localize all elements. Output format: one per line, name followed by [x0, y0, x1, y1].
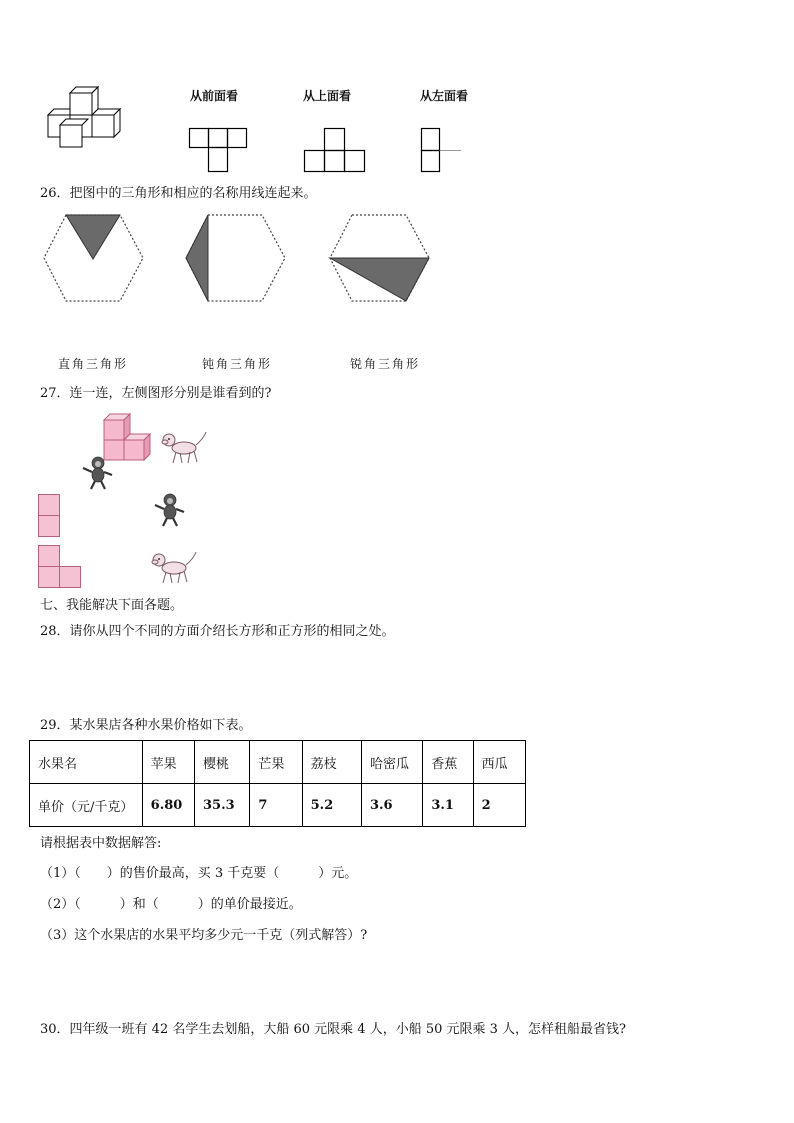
table-cell: 3.1 [423, 784, 473, 827]
left-view-figure [421, 128, 465, 174]
cube-solid-figure [40, 85, 130, 155]
hexagon-acute-triangle [328, 213, 432, 305]
table-cell: 哈密瓜 [361, 741, 422, 784]
q29-instruction: 请根据表中数据解答: [40, 836, 162, 851]
section-7-title: 七、我能解决下面各题。 [40, 598, 184, 613]
table-cell: 2 [473, 784, 525, 827]
name-obtuse-triangle: 钝角三角形 [202, 357, 273, 371]
table-cell: 单价（元/千克） [30, 784, 143, 827]
name-acute-triangle: 锐角三角形 [350, 357, 421, 371]
question-30: 30．四年级一班有 42 名学生去划船，大船 60 元限乘 4 人，小船 50 元限乘 3 人，怎样租船最省钱? [40, 1022, 627, 1037]
table-cell: 苹果 [142, 741, 194, 784]
q29-sub3: （3）这个水果店的水果平均多少元一千克（列式解答）? [40, 928, 368, 943]
table-cell: 香蕉 [423, 741, 473, 784]
table-cell: 7 [250, 784, 302, 827]
question-28: 28．请你从四个不同的方面介绍长方形和正方形的相同之处。 [40, 624, 395, 639]
monkey-icon [80, 455, 116, 491]
table-row [30, 784, 526, 827]
monkey-icon [152, 492, 188, 528]
shape-two-stacked [38, 494, 62, 538]
table-cell: 35.3 [194, 784, 249, 827]
table-cell: 水果名 [30, 741, 143, 784]
hexagon-right-triangle [42, 213, 146, 305]
shape-l-three [38, 545, 84, 589]
view-label-front: 从前面看 [190, 89, 239, 103]
view-label-left: 从左面看 [420, 89, 469, 103]
dog-icon [160, 430, 208, 466]
question-27: 27．连一连，左侧图形分别是谁看到的? [40, 386, 272, 401]
q29-sub2: （2）（ ）和（ ）的单价最接近。 [40, 897, 302, 912]
table-cell: 6.80 [142, 784, 194, 827]
front-view-figure [189, 128, 249, 174]
table-cell: 5.2 [302, 784, 361, 827]
table-header-row [30, 741, 526, 784]
view-label-top: 从上面看 [303, 89, 352, 103]
top-view-figure [304, 128, 368, 174]
q29-sub1: （1）（ ）的售价最高，买 3 千克要（ ）元。 [40, 866, 358, 881]
table-cell: 3.6 [361, 784, 422, 827]
dog-icon [150, 550, 198, 586]
table-cell: 樱桃 [194, 741, 249, 784]
question-29: 29．某水果店各种水果价格如下表。 [40, 718, 252, 733]
fruit-price-table [29, 740, 526, 827]
table-cell: 芒果 [250, 741, 302, 784]
table-cell: 荔枝 [302, 741, 361, 784]
question-26: 26．把图中的三角形和相应的名称用线连起来。 [40, 186, 317, 201]
name-right-triangle: 直角三角形 [58, 357, 129, 371]
hexagon-obtuse-triangle [184, 213, 288, 305]
table-cell: 西瓜 [473, 741, 525, 784]
